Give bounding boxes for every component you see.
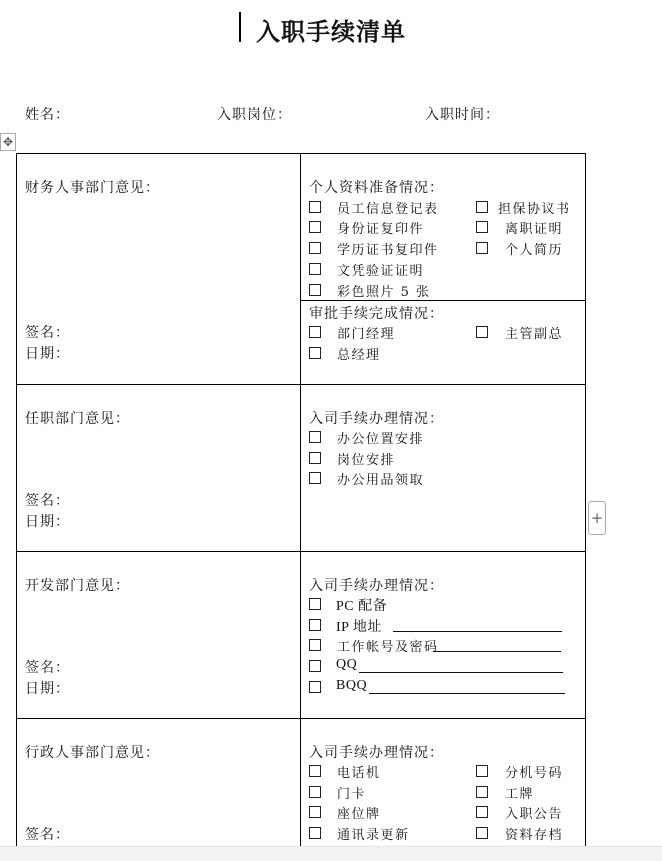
checkbox-resume[interactable] [476,242,488,254]
item-resignation-cert: 离职证明 [505,222,564,237]
admin-hr-sign-label: 签名： [25,827,70,843]
item-guarantee-agreement: 担保协议书 [498,202,571,217]
hiring-onboarding-heading: 入司手续办理情况： [309,411,444,427]
checkbox-door-card[interactable] [309,786,321,798]
item-extension-number: 分机号码 [505,766,564,781]
checkbox-id-copy[interactable] [309,221,321,233]
checkbox-general-manager[interactable] [309,347,321,359]
checkbox-ip-address[interactable] [309,619,321,631]
item-general-manager: 总经理 [337,348,381,363]
hiring-dept-date-label: 日期： [25,514,70,530]
checkbox-file-archive[interactable] [476,827,488,839]
checklist-table [16,153,586,860]
item-post-assignment: 岗位安排 [337,453,396,468]
finance-hr-opinion-label: 财务人事部门意见： [25,180,160,196]
hiring-dept-opinion-label: 任职部门意见： [25,411,130,427]
approval-heading: 审批手续完成情况： [309,306,444,322]
admin-hr-opinion-label: 行政人事部门意见： [25,745,160,761]
text-cursor [239,12,241,42]
status-bar [0,846,662,861]
checkbox-badge[interactable] [476,786,488,798]
item-employee-info-form: 员工信息登记表 [337,202,439,217]
table-move-handle-icon[interactable]: ✥ [0,133,16,151]
item-door-card: 门卡 [337,787,367,802]
dev-dept-opinion-label: 开发部门意见： [25,578,130,594]
entry-date-label: 入职时间： [425,107,500,123]
item-bqq: BQQ [336,678,368,693]
checkbox-telephone[interactable] [309,765,321,777]
item-badge: 工牌 [505,787,535,802]
checkbox-extension-number[interactable] [476,765,488,777]
personal-docs-heading: 个人资料准备情况： [309,180,444,196]
checkbox-dept-manager[interactable] [309,326,321,338]
dev-onboarding-heading: 入司手续办理情况： [309,578,444,594]
item-telephone: 电话机 [337,766,381,781]
qq-blank[interactable] [359,672,563,673]
item-id-copy: 身份证复印件 [337,222,425,237]
admin-onboarding-heading: 入司手续办理情况： [309,745,444,761]
checkbox-diploma-copy[interactable] [309,242,321,254]
item-office-supplies: 办公用品领取 [337,473,425,488]
finance-hr-sign-label: 签名： [25,325,70,341]
checkbox-office-seat[interactable] [309,431,321,443]
item-seat-sign: 座位牌 [337,807,381,822]
item-resume: 个人简历 [505,243,564,258]
item-qq: QQ [336,657,358,672]
checkbox-directory-update[interactable] [309,827,321,839]
item-dept-manager: 部门经理 [337,327,396,342]
hiring-dept-sign-label: 签名： [25,493,70,509]
checkbox-pc[interactable] [309,598,321,610]
checkbox-deputy-director[interactable] [476,326,488,338]
checkbox-diploma-verification[interactable] [309,263,321,275]
checkbox-employee-info-form[interactable] [309,201,321,213]
position-label: 入职岗位： [217,107,292,123]
checkbox-guarantee-agreement[interactable] [476,201,488,213]
item-onboarding-notice: 入职公告 [505,807,564,822]
ip-address-blank[interactable] [393,631,562,632]
bqq-blank[interactable] [369,693,565,694]
item-diploma-verification: 文凭验证证明 [337,264,425,279]
checkbox-work-account[interactable] [309,639,321,651]
item-work-account: 工作帐号及密码 [337,640,439,655]
name-label: 姓名： [25,107,70,123]
checkbox-resignation-cert[interactable] [476,221,488,233]
checkbox-bqq[interactable] [309,681,321,693]
item-office-seat: 办公位置安排 [337,432,425,447]
item-diploma-copy: 学历证书复印件 [337,243,439,258]
dev-dept-date-label: 日期： [25,681,70,697]
work-account-blank[interactable] [433,651,561,652]
item-color-photos: 彩色照片 5 张 [337,285,431,300]
item-directory-update: 通讯录更新 [337,828,410,843]
checkbox-qq[interactable] [309,660,321,672]
item-file-archive: 资料存档 [505,828,564,843]
finance-hr-date-label: 日期： [25,346,70,362]
add-column-plus-icon[interactable]: + [588,501,606,535]
checkbox-office-supplies[interactable] [309,472,321,484]
checkbox-post-assignment[interactable] [309,452,321,464]
item-pc: PC 配备 [336,599,388,614]
item-deputy-director: 主管副总 [505,327,564,342]
checkbox-seat-sign[interactable] [309,806,321,818]
dev-dept-sign-label: 签名： [25,660,70,676]
item-ip-address: IP 地址 [336,620,382,635]
checkbox-onboarding-notice[interactable] [476,806,488,818]
document-title: 入职手续清单 [256,18,406,46]
checkbox-color-photos[interactable] [309,284,321,296]
